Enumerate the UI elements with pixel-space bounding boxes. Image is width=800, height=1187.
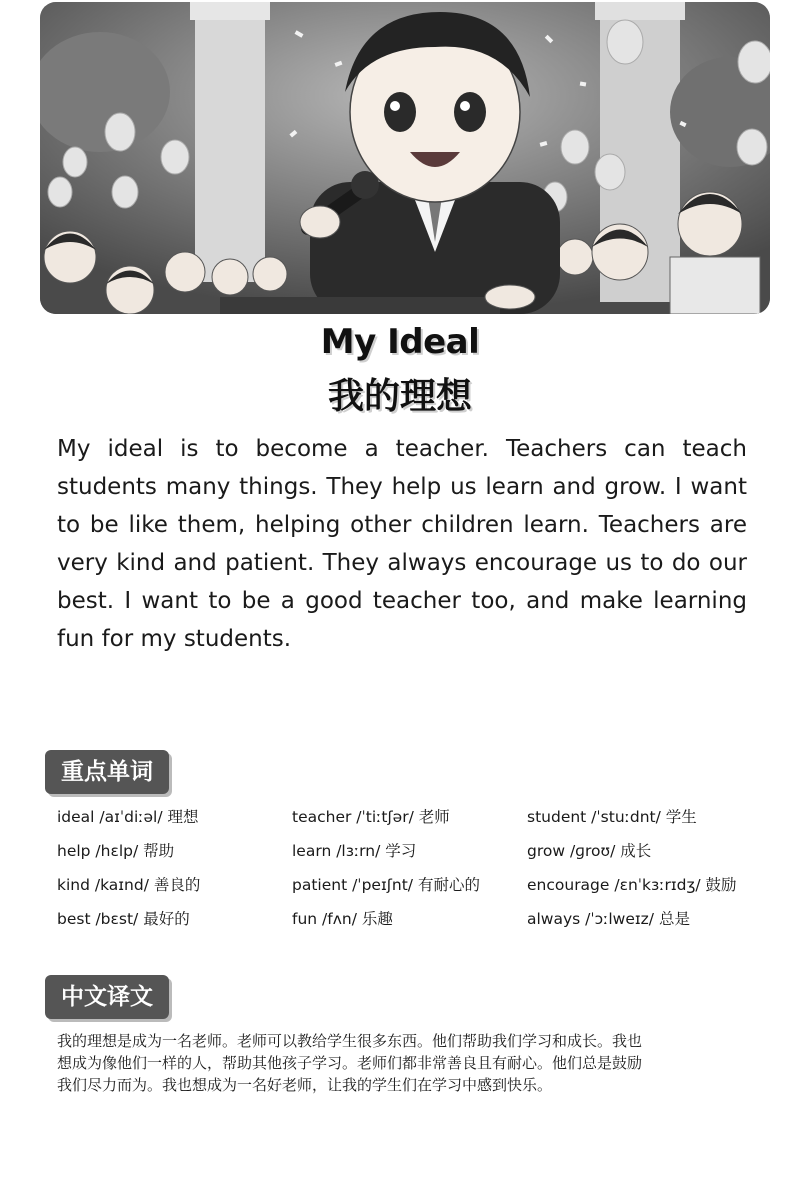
vocab-item: always /ˈɔːlweɪz/ 总是 — [527, 910, 690, 928]
title-chinese: 我的理想 — [327, 376, 472, 417]
vocab-item: student /ˈstuːdnt/ 学生 — [527, 808, 697, 826]
vocab-section-label: 重点单词 — [45, 750, 169, 794]
vocab-item: grow /ɡroʊ/ 成长 — [527, 842, 652, 860]
vocab-item: encourage /ɛnˈkɜːrɪdʒ/ 鼓励 — [527, 876, 737, 894]
hero-illustration — [40, 2, 770, 314]
vocab-item: kind /kaɪnd/ 善良的 — [57, 876, 201, 894]
vocab-item: learn /lɜːrn/ 学习 — [292, 842, 417, 860]
vocab-item: best /bɛst/ 最好的 — [57, 910, 190, 928]
vocab-item: help /hɛlp/ 帮助 — [57, 842, 175, 860]
translation-section-label: 中文译文 — [45, 975, 169, 1019]
vocab-grid — [57, 806, 777, 930]
title-english: My Ideal — [320, 322, 480, 362]
vocab-item: patient /ˈpeɪʃnt/ 有耐心的 — [292, 876, 480, 894]
passage-text: My ideal is to become a teacher. Teachers can teach students many things. They help us learn and grow. I want to be like them, helping other children learn. Teachers are very kind and patient. They always encourage us to do our best. I want to be a good teacher too, and make learning fun for my students. — [57, 436, 747, 652]
translation-text: 我的理想是成为一名老师。老师可以教给学生很多东西。他们帮助我们学习和成长。我也想成为像他们一样的人，帮助其他孩子学习。老师们都非常善良且有耐心。他们总是鼓励我们尽力而为。我也想成为一名好老师，让我的学生们在学习中感到快乐。 — [57, 1032, 643, 1094]
boy-speaking-illustration — [40, 2, 770, 314]
vocab-item: teacher /ˈtiːtʃər/ 老师 — [292, 808, 450, 826]
vocab-item: ideal /aɪˈdiːəl/ 理想 — [57, 808, 199, 826]
vocab-item: fun /fʌn/ 乐趣 — [292, 910, 393, 928]
